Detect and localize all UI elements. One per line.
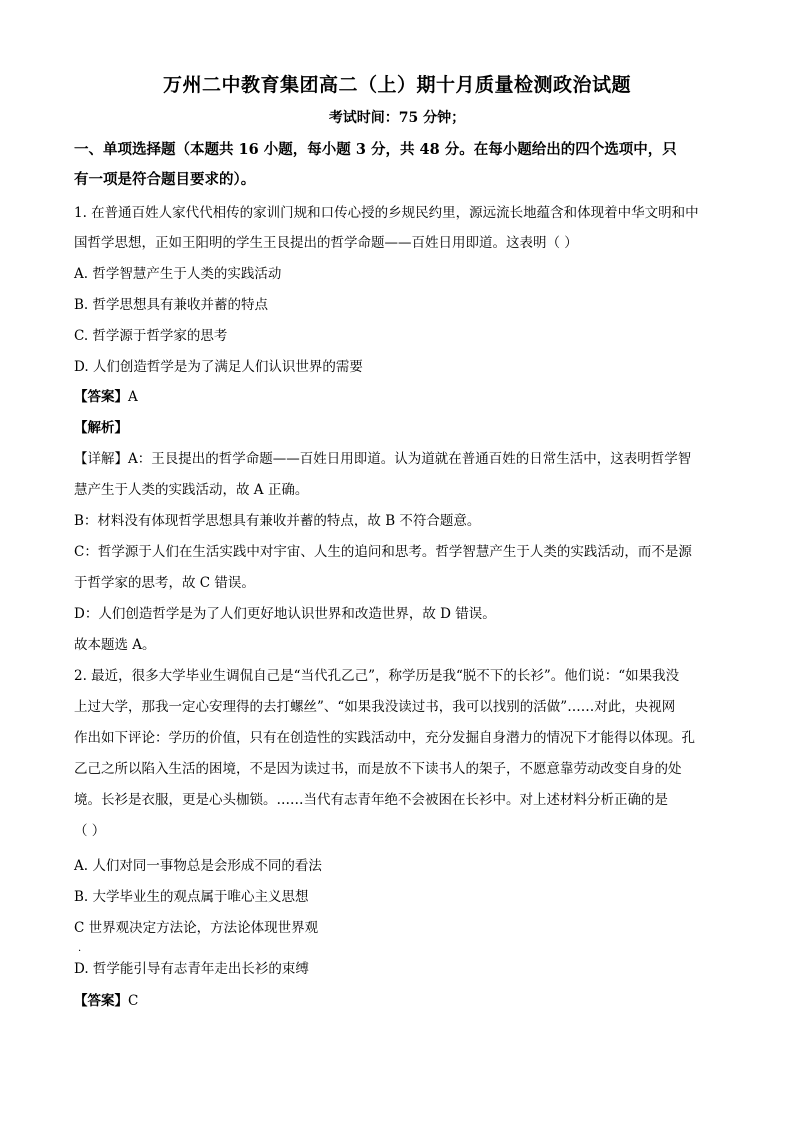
q1-option-a: A. 哲学智慧产生于人类的实践活动 xyxy=(74,266,282,282)
answer-value: A xyxy=(128,389,138,405)
q2-stem-line-6: （ ） xyxy=(74,823,106,839)
answer-tag: 【答案】 xyxy=(74,993,128,1009)
q2-stem-line-2: 上过大学，那我一定心安理得的去打螺丝”、“如果我没读过书，我可以找别的活做”……对此，央视网 xyxy=(74,699,676,715)
q2-stem-line-1: 2. 最近，很多大学毕业生调侃自己是“当代孔乙己”，称学历是我“脱不下的长衫”。他们说：“如果我没 xyxy=(74,668,680,684)
q1-detail-line-6: D：人们创造哲学是为了人们更好地认识世界和改造世界，故 D 错误。 xyxy=(74,606,496,622)
q1-option-d: D. 人们创造哲学是为了满足人们认识世界的需要 xyxy=(74,359,363,375)
section-heading-line-1: 一、单项选择题（本题共 16 小题，每小题 3 分，共 48 分。在每小题给出的四个选项中，只 xyxy=(74,141,677,158)
q1-analysis-tag: 【解析】 xyxy=(74,420,128,436)
section-heading-line-2: 有一项是符合题目要求的）。 xyxy=(74,171,256,188)
q2-option-a: A. 人们对同一事物总是会形成不同的看法 xyxy=(74,858,322,874)
q1-detail-line-4: C：哲学源于人们在生活实践中对宇宙、人生的追问和思考。哲学智慧产生于人类的实践活动，而不是源 xyxy=(74,544,692,560)
q2-stem-line-4: 乙己之所以陷入生活的困境，不是因为读过书，而是放不下读书人的架子，不愿意靠劳动改变自身的处 xyxy=(74,761,682,777)
q2-option-c-dot: · xyxy=(78,946,82,957)
q1-option-c: C. 哲学源于哲学家的思考 xyxy=(74,328,228,344)
exam-time: 考试时间：75 分钟； xyxy=(328,110,466,126)
q2-option-b: B. 大学毕业生的观点属于唯心主义思想 xyxy=(74,889,309,905)
q2-option-c: C 世界观决定方法论，方法论体现世界观 xyxy=(74,920,319,936)
q2-stem-line-5: 境。长衫是衣服，更是心头枷锁。……当代有志青年绝不会被困在长衫中。对上述材料分析正确的是 xyxy=(74,792,668,808)
q1-detail-line-2: 慧产生于人类的实践活动，故 A 正确。 xyxy=(74,482,309,498)
answer-tag: 【答案】 xyxy=(74,389,128,405)
q1-detail-line-5: 于哲学家的思考，故 C 错误。 xyxy=(74,575,255,591)
q2-stem-line-3: 作出如下评论：学历的价值，只有在创造性的实践活动中，充分发掘自身潜力的情况下才能得以体现。孔 xyxy=(74,730,695,746)
q1-stem-line-2: 国哲学思想，正如王阳明的学生王艮提出的哲学命题——百姓日用即道。这表明（ ） xyxy=(74,235,578,251)
q1-detail-line-1: 【详解】A：王艮提出的哲学命题——百姓日用即道。认为道就在普通百姓的日常生活中，这表明哲学智 xyxy=(74,451,692,467)
q1-stem-line-1: 1. 在普通百姓人家代代相传的家训门规和口传心授的乡规民约里，源远流长地蕴含和体现着中华文明和中 xyxy=(74,205,699,221)
answer-value: C xyxy=(128,993,139,1009)
q1-conclusion: 故本题选 A。 xyxy=(74,637,156,653)
q1-detail-line-3: B：材料没有体现哲学思想具有兼收并蓄的特点，故 B 不符合题意。 xyxy=(74,513,481,529)
page-title: 万州二中教育集团高二（上）期十月质量检测政治试题 xyxy=(162,74,631,96)
q1-option-b: B. 哲学思想具有兼收并蓄的特点 xyxy=(74,297,269,313)
q2-option-d: D. 哲学能引导有志青年走出长衫的束缚 xyxy=(74,961,309,977)
q1-answer xyxy=(74,389,734,405)
q2-answer xyxy=(74,993,734,1009)
